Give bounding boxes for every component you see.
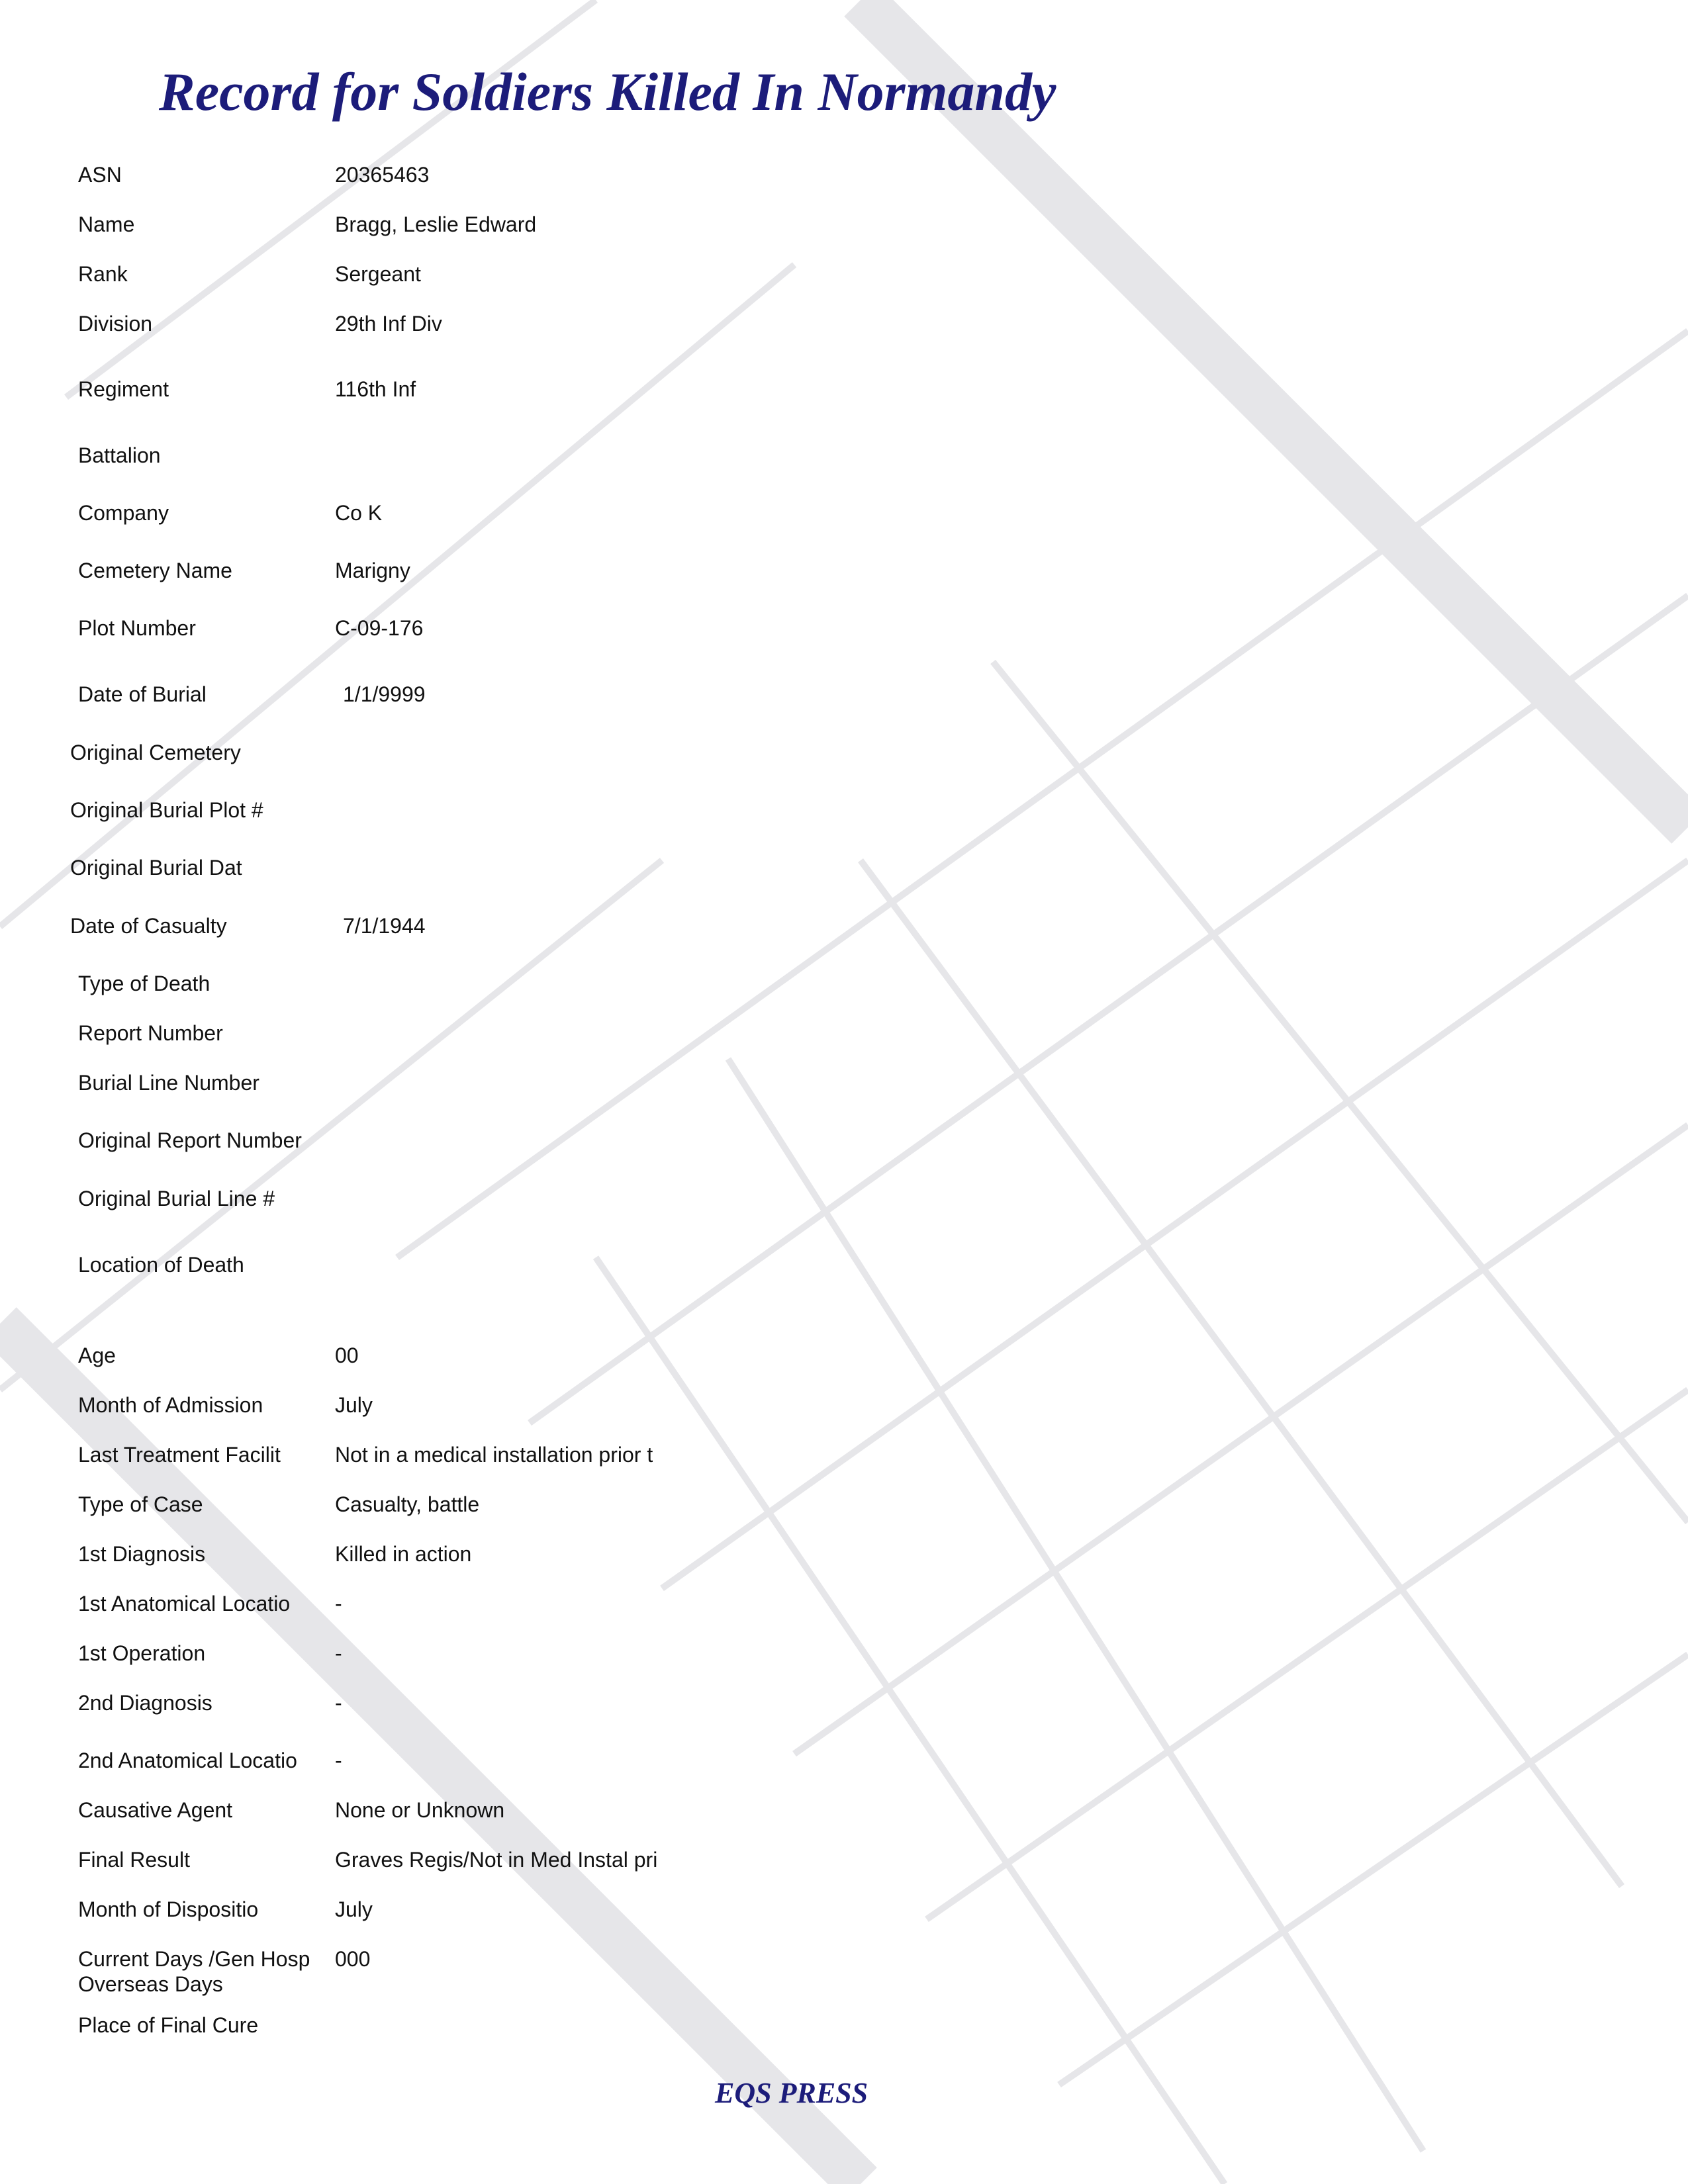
field-label: Regiment [78, 377, 169, 401]
field-value: - [335, 1691, 342, 1715]
field-label: Final Result [78, 1848, 190, 1872]
field-value: Bragg, Leslie Edward [335, 212, 537, 236]
field-label: Rank [78, 262, 128, 286]
field-label: Battalion [78, 443, 161, 467]
field-value: 000 [335, 1947, 371, 1971]
field-label: Overseas Days [78, 1972, 223, 1996]
field-label: 1st Diagnosis [78, 1542, 206, 1566]
field-value: C-09-176 [335, 616, 424, 640]
field-label: 1st Operation [78, 1641, 206, 1665]
field-label: Type of Death [78, 972, 211, 995]
field-label: ASN [78, 163, 122, 187]
field-label: Report Number [78, 1021, 223, 1045]
field-label: Company [78, 501, 169, 525]
field-value: 116th Inf [335, 377, 416, 401]
field-value: 7/1/1944 [343, 914, 426, 938]
field-label: Month of Dispositio [78, 1897, 259, 1921]
field-label: Last Treatment Facilit [78, 1443, 281, 1467]
field-label: Month of Admission [78, 1393, 263, 1417]
field-label: Original Cemetery [70, 741, 241, 764]
field-label: 2nd Anatomical Locatio [78, 1749, 297, 1772]
field-value: - [335, 1641, 342, 1665]
field-value: Sergeant [335, 262, 421, 286]
field-value: 00 [335, 1343, 359, 1367]
field-label: Original Report Number [78, 1128, 302, 1152]
field-label: Causative Agent [78, 1798, 233, 1822]
field-label: Name [78, 212, 135, 236]
field-value: None or Unknown [335, 1798, 505, 1822]
field-value: Casualty, battle [335, 1492, 480, 1516]
field-label: Location of Death [78, 1253, 244, 1277]
field-label: 1st Anatomical Locatio [78, 1592, 291, 1615]
page-title: Record for Soldiers Killed In Normandy [159, 62, 1056, 122]
field-value: Killed in action [335, 1542, 472, 1566]
field-value: Graves Regis/Not in Med Instal pri [335, 1848, 658, 1872]
field-value: Co K [335, 501, 383, 525]
field-value: 29th Inf Div [335, 312, 442, 336]
field-value: 20365463 [335, 163, 430, 187]
field-label: Age [78, 1343, 116, 1367]
field-label: Original Burial Dat [70, 856, 242, 880]
field-label: Burial Line Number [78, 1071, 259, 1095]
publisher-footer: EQS PRESS [715, 2077, 868, 2109]
field-label: Date of Casualty [70, 914, 227, 938]
field-value: July [335, 1897, 373, 1921]
field-value: Marigny [335, 559, 410, 582]
field-value: - [335, 1592, 342, 1615]
field-value: Not in a medical installation prior t [335, 1443, 653, 1467]
field-value: - [335, 1749, 342, 1772]
field-label: Current Days /Gen Hosp [78, 1947, 310, 1971]
field-label: Original Burial Plot # [70, 798, 263, 822]
field-label: Division [78, 312, 153, 336]
field-value: 1/1/9999 [343, 682, 426, 706]
field-label: Plot Number [78, 616, 196, 640]
field-value: July [335, 1393, 373, 1417]
field-label: 2nd Diagnosis [78, 1691, 212, 1715]
field-label: Place of Final Cure [78, 2013, 259, 2037]
field-label: Cemetery Name [78, 559, 232, 582]
field-label: Date of Burial [78, 682, 207, 706]
field-label: Type of Case [78, 1492, 203, 1516]
field-label: Original Burial Line # [78, 1187, 275, 1210]
